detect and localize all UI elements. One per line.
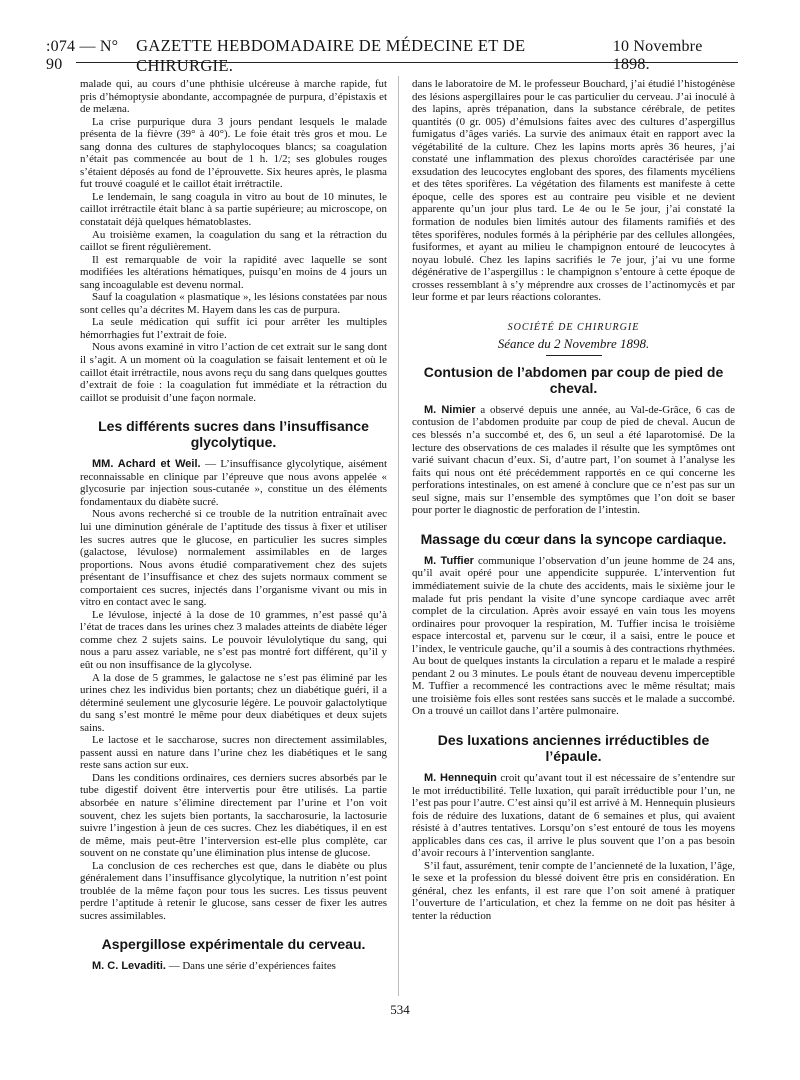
author-name: M. C. Levaditi.	[92, 960, 166, 973]
paragraph: S’il faut, assurément, tenir compte de l’ancienneté de la luxation, l’âge, le sexe et la profession du blessé doivent être pris en considération. En général, chez les enfants, il est rare que l’on soit amené à pratiquer l’ouverture de l’articulation, et chez la femme on ne doit pas hésiter à tenter la réduction	[412, 859, 735, 922]
paragraph: communique l’observation d’un jeune homme de 24 ans, qu’il avait opéré pour une appendicite suppurée. L’intervention fut immédiatement suivie de la chute des accidents, mais le sixième jour le malade fut pris pendant la visite d’une syncope cardiaque avec arrêt complet de la circulation. Après avoir essayé en vain tous les moyens ordinaires pour provoquer la respiration, M. Tuffier incisa le troisième espace intercostal et, parvenu sur le cœur, il a saisi, entre le pouce et l’index, le ventricule gauche, qu’il a soumis à des contractions rhythmées. Au bout de quelques instants la circulation a reparu et le malade a respiré pendant 2 ou 3 minutes. Le pouls étant de nouveau devenu imperceptible M. Tuffier a recommencé les contractions avec le même résultat; mais une troisième fois elles sont restées sans succès et le malade a succombé. On a trouvé un caillot dans l’artère pulmonaire.	[412, 554, 735, 718]
paragraph: Le lendemain, le sang coagula in vitro au bout de 10 minutes, le caillot irrétractile était blanc à sa partie supérieure; au microscope, on constatait déjà quelques hématoblastes.	[80, 190, 387, 229]
header-date: 10 Novembre 1898.	[612, 38, 703, 73]
session-date: Séance du 2 Novembre 1898.	[497, 336, 650, 352]
paragraph: Au troisième examen, la coagulation du sang et la rétraction du caillot se firent régulièrement.	[80, 228, 387, 254]
paragraph: La crise purpurique dura 3 jours pendant lesquels le malade présenta de la fièvre (39° à 40°). Le foie était très gros et mou. Le sang donna des cultures de staphylocoques blancs; sa coagulation n’était pas commencée au bout de 1 h. 1/2; ses globules rouges s’étaient déposés au fond de l’éprouvette. Six heures après, le plasma fut trouvé coagulé et le caillot était irrétractile.	[80, 115, 387, 191]
paragraph: Dans les conditions ordinaires, ces derniers sucres absorbés par le tube digestif doivent être intervertis pour être utilisés. La partie absorbée en nature s’élimine directement par l’urine et l’on voit souvent, chez les sujets bien portants, la saccharosurie, la lactosurie suivre l’ingestion à jeun de ces sucres. Chez les diabétiques, il en est de même, mais peut-être l’interversion est-elle plus complète, car souvent on ne constate qu’une élimination plus intense de glucose.	[80, 771, 387, 860]
page-number: 534	[390, 1002, 410, 1017]
section-title-luxations: Des luxations anciennes irréductibles de l’épaule.	[437, 731, 710, 764]
paragraph: — L’insuffisance glycolytique, aisément reconnaissable en clinique par l’épreuve que nous avons appelée « glycosurie par injection sous-cutanée », constitue un des éléments fondamentaux du diabète sucré.	[80, 458, 387, 508]
paragraph: La seule médication qui suffit ici pour arrêter les multiples hémorrhagies fut l’extrait de foie.	[80, 316, 387, 341]
paragraph: Il est remarquable de voir la rapidité avec laquelle se sont modifiées les altérations hématiques, puisqu’en moins de 4 jours un sang incoagulable est devenu normal.	[80, 253, 387, 291]
paragraph: Nous avons recherché si ce trouble de la nutrition entraînait avec lui une diminution générale de l’aptitude des tissus à fixer et utiliser les sucres autres que le glucose, en particulier les sucres simples (galactose, lévulose) normalement assimilables en de larges proportions. Nous avons étudié comparativement chez des sujets présentant de l’insuffisance et chez des sujets normaux comment se comportaient ces sucres, injectés dans l’organisme vivant ou mis in vitro en contact avec le sang.	[80, 508, 387, 609]
author-name: MM. Achard et Weil.	[92, 458, 201, 471]
section-title-sucres: Les différents sucres dans l’insuffisance glycolytique.	[98, 418, 369, 451]
section-title-contusion: Contusion de l’abdomen par coup de pied de cheval.	[423, 363, 724, 396]
header-page-issue: :074 — N° 90	[46, 38, 119, 73]
section-title-aspergillose: Aspergillose expérimentale du cerveau.	[101, 936, 366, 953]
paragraph: croit qu’avant tout il est nécessaire de s’entendre sur le mot irréductibilité. Telle luxation, qui paraît irréductible pour l’un, ne l’est pas pour l’autre. C’est ainsi qu’il est arrivé à M. Hennequin plusieurs fois de réduire des luxations, datant de 6 semaines et plus, qui avaient résisté à d’autres tentatives. Lorsqu’on s’est entouré de tous les moyens applicables dans ces cas, il arrive le plus souvent que l’on a pas besoin d’avoir recours à l’intervention sanglante.	[412, 771, 735, 860]
paragraph: Le lévulose, injecté à la dose de 10 grammes, n’est passé qu’à l’état de traces dans les urines chez 3 malades atteints de diabète léger comme chez 2 sujets sains. Le pouvoir lévulolytique du sang, qui nous a paru assez variable, ne s’est pas montré fort différent, qu’il y eût ou non insuffisance de la glycolyse.	[80, 608, 387, 671]
short-rule	[546, 355, 602, 356]
running-header	[46, 36, 740, 75]
society-heading: SOCIÉTÉ DE CHIRURGIE	[507, 321, 640, 333]
paragraph: La conclusion de ces recherches est que, dans le diabète ou plus généralement dans l’insuffisance glycolytique, la nutrition n’est point troublée de la même façon pour tous les sucres. Les tissus peuvent perdre l’aptitude à retenir le glucose, sans cesser de fixer les autres sucres assimilables.	[80, 859, 387, 922]
paragraph: A la dose de 5 grammes, le galactose ne s’est pas éliminé par les urines chez les individus bien portants; chez un diabétique guéri, il a déterminé seulement une glycosurie légère. Le pouvoir galactolytique du sang s’est montré le même pour deux diabétiques et deux sujets sains.	[80, 671, 387, 734]
paragraph: a observé depuis une année, au Val-de-Grâce, 6 cas de contusion de l’abdomen produite par coup de pied de cheval. Aucun de ces blessés n’a succombé et, des 6, un seul a été laparotomisé. De la lecture des observations de ces malades il résulte que les symptômes ont varié suivant chacun d’eux. Si, d’autre part, l’on soumet à l’analyse les faits qui nous ont été précédemment rapportés en ce qui concerne les perforations intestinales, on est amené à conclure que ce n’est pas sur un seul signe, mais sur l’ensemble des symptômes que l’on doit se baser pour porter le diagnostic de perforation de l’intestin.	[412, 403, 735, 517]
author-name: M. Hennequin	[424, 771, 497, 784]
paragraph: dans le laboratoire de M. le professeur Bouchard, j’ai étudié l’histogénèse des lésions aspergillaires pour le cas particulier du cerveau. J’ai inoculé à des lapins, après trépanation, dans la substance cérébrale, de petites quantités (0 gr. 005) d’émulsions faites avec des cultures d’aspergillus fumigatus d’âges variés. La survie des animaux était en rapport avec la végétabilité de la culture. Chez les lapins morts après 36 heures, j’ai constaté une inflammation des plexus choroïdes caractérisée par une exsudation des leucocytes englobant des spores, des filaments mycéliens et des têtes sporifères. La végétation des filaments est manifeste à cette époque, celle des spores est au contraire peu visible et ne devient apparente qu’un jour plus tard. Le 4e ou le 5e jour, j’ai constaté la formation de nodules bien limités autour des filaments ramifiés et des têtes sporifères, nodules formés à la périphérie par des cellules allongées, fusiformes, et ayant au milieu le champignon entouré de leucocytes à noyau lobulé. Chez les lapins sacrifiés le 7e jour, j’ai vu une forme dégénérative de l’aspergillus : le champignon s’entoure à cette époque de crosses ressemblant à s’y méprendre aux crosses de l’actinomycès et par leur forme et par leurs réactions colorantes.	[412, 78, 735, 304]
paragraph: — Dans une série d’expériences faites	[168, 960, 336, 973]
paragraph: Nous avons examiné in vitro l’action de cet extrait sur le sang dont il s’agit. A un moment où la coagulation se faisait lentement et où le caillot était irrétractile, nous avons reçu du sang dans quelques gouttes d’extrait de foie : la coagulation fut immédiate et la rétraction du caillot se produisit d’une façon normale.	[80, 341, 387, 404]
left-column	[80, 78, 387, 973]
header-journal-title: GAZETTE HEBDOMADAIRE DE MÉDECINE ET DE CHIRURGIE.	[136, 36, 526, 75]
right-column	[412, 78, 735, 923]
paragraph: malade qui, au cours d’une phthisie ulcéreuse à marche rapide, fut pris d’hémoptysie abondante, accompagnée de purpura, d’épistaxis et de melæna.	[80, 78, 387, 116]
column-divider	[398, 76, 399, 996]
section-title-massage: Massage du cœur dans la syncope cardiaque.	[420, 530, 727, 547]
author-name: M. Nimier	[424, 403, 476, 416]
author-name: M. Tuffier	[424, 554, 474, 567]
paragraph: Le lactose et le saccharose, sucres non directement assimilables, passent aussi en nature dans l’urine chez les diabétiques et le sang reste sans action sur eux.	[80, 734, 387, 772]
header-rule	[76, 62, 738, 63]
paragraph: Sauf la coagulation « plasmatique », les lésions constatées par nous sont celles qu’a décrites M. Hayem dans les cas de purpura.	[80, 291, 387, 316]
